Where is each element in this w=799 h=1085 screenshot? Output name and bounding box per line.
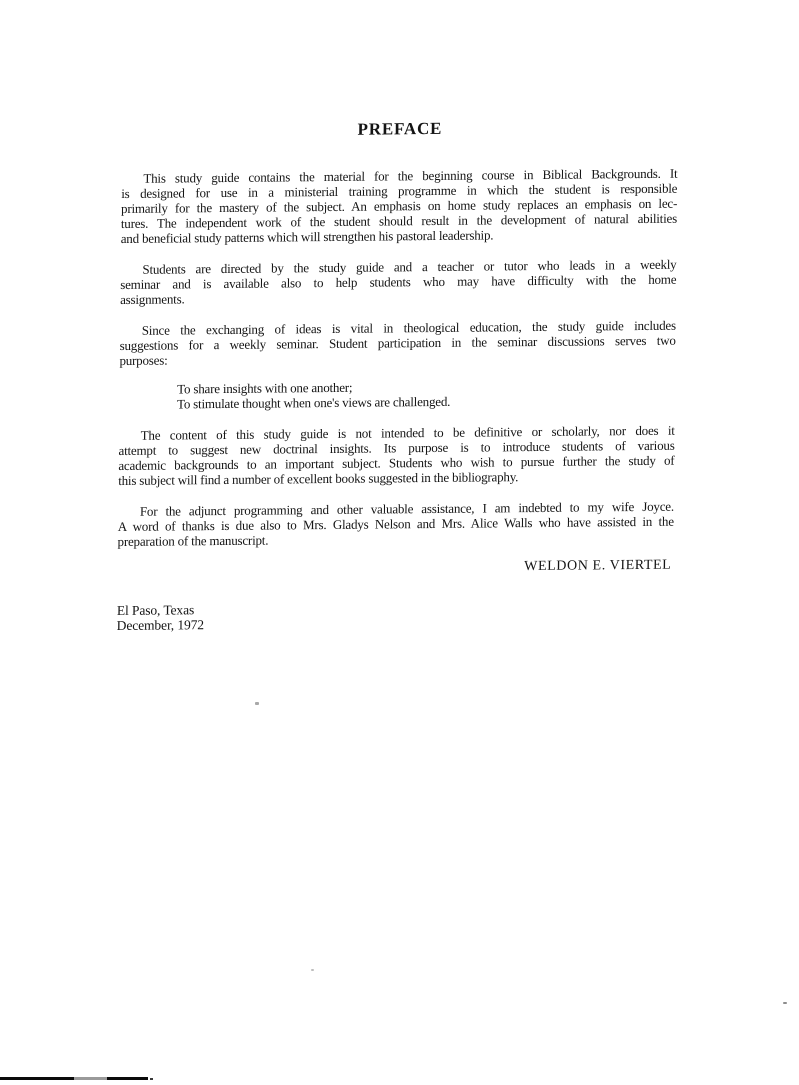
scan-speck [311, 969, 314, 971]
scanner-edge-dot [150, 1078, 153, 1080]
place-date-block [117, 598, 673, 633]
text-line: and beneficial study patterns which will strengthen his pastoral leadership. [120, 227, 494, 246]
indented-list [119, 377, 675, 412]
text-line: preparation of the manuscript. [117, 532, 269, 549]
date-line: December, 1972 [116, 617, 205, 633]
paragraph [119, 318, 676, 368]
text-line: Students are directed by the study guide and a teacher or tutor who leads in a weekly [142, 256, 677, 277]
paragraph [120, 257, 677, 307]
text-line: The content of this study guide is not intended to be definitive or scholarly, nor does it [140, 422, 675, 443]
text-line: primarily for the mastery of the subject. An emphasis on home study replaces an emphasis on lec- [121, 195, 678, 216]
text-line: For the adjunct programming and other valuable assistance, I am indebted to my wife Joyce. [139, 498, 675, 519]
text-line: attempt to suggest new doctrinal insights. Its purpose is to introduce students of various [118, 437, 675, 458]
scan-speck [255, 702, 259, 705]
paragraph [118, 423, 675, 488]
scan-speck [783, 1002, 787, 1004]
text-line: A word of thanks is due also to Mrs. Gladys Nelson and Mrs. Alice Walls who have assisted in the [117, 513, 674, 534]
text-line: Since the exchanging of ideas is vital in theological education, the study guide includes [141, 317, 676, 338]
page-title: PREFACE [357, 118, 443, 139]
paragraph [118, 499, 675, 549]
page-content [117, 117, 678, 633]
text-line: This study guide contains the material for the beginning course in Biblical Backgrounds. It [143, 165, 678, 186]
text-line: is designed for use in a ministerial training programme in which the student is responsible [121, 180, 678, 201]
preface-paragraphs [118, 166, 678, 549]
text-line: To share insights with one another; [177, 379, 353, 397]
text-line: purposes: [119, 352, 168, 368]
paragraph [121, 166, 678, 246]
text-line: suggestions for a weekly seminar. Student participation in the seminar discussions serves two [119, 332, 676, 353]
author-signature: WELDON E. VIERTEL [524, 557, 672, 575]
place-line: El Paso, Texas [116, 602, 195, 618]
text-line: academic backgrounds to an important subject. Students who wish to pursue further the study of [118, 452, 675, 473]
text-line: this subject will find a number of excellent books suggested in the bibliography. [118, 469, 519, 488]
text-line: assignments. [120, 291, 185, 307]
scanner-edge-line [0, 1077, 148, 1080]
text-line: seminar and is available also to help students who may have difficulty with the home [120, 271, 677, 292]
text-line: To stimulate thought when one's views are challenged. [176, 393, 451, 412]
text-line: tures. The independent work of the student should result in the development of natural abilities [120, 210, 678, 231]
